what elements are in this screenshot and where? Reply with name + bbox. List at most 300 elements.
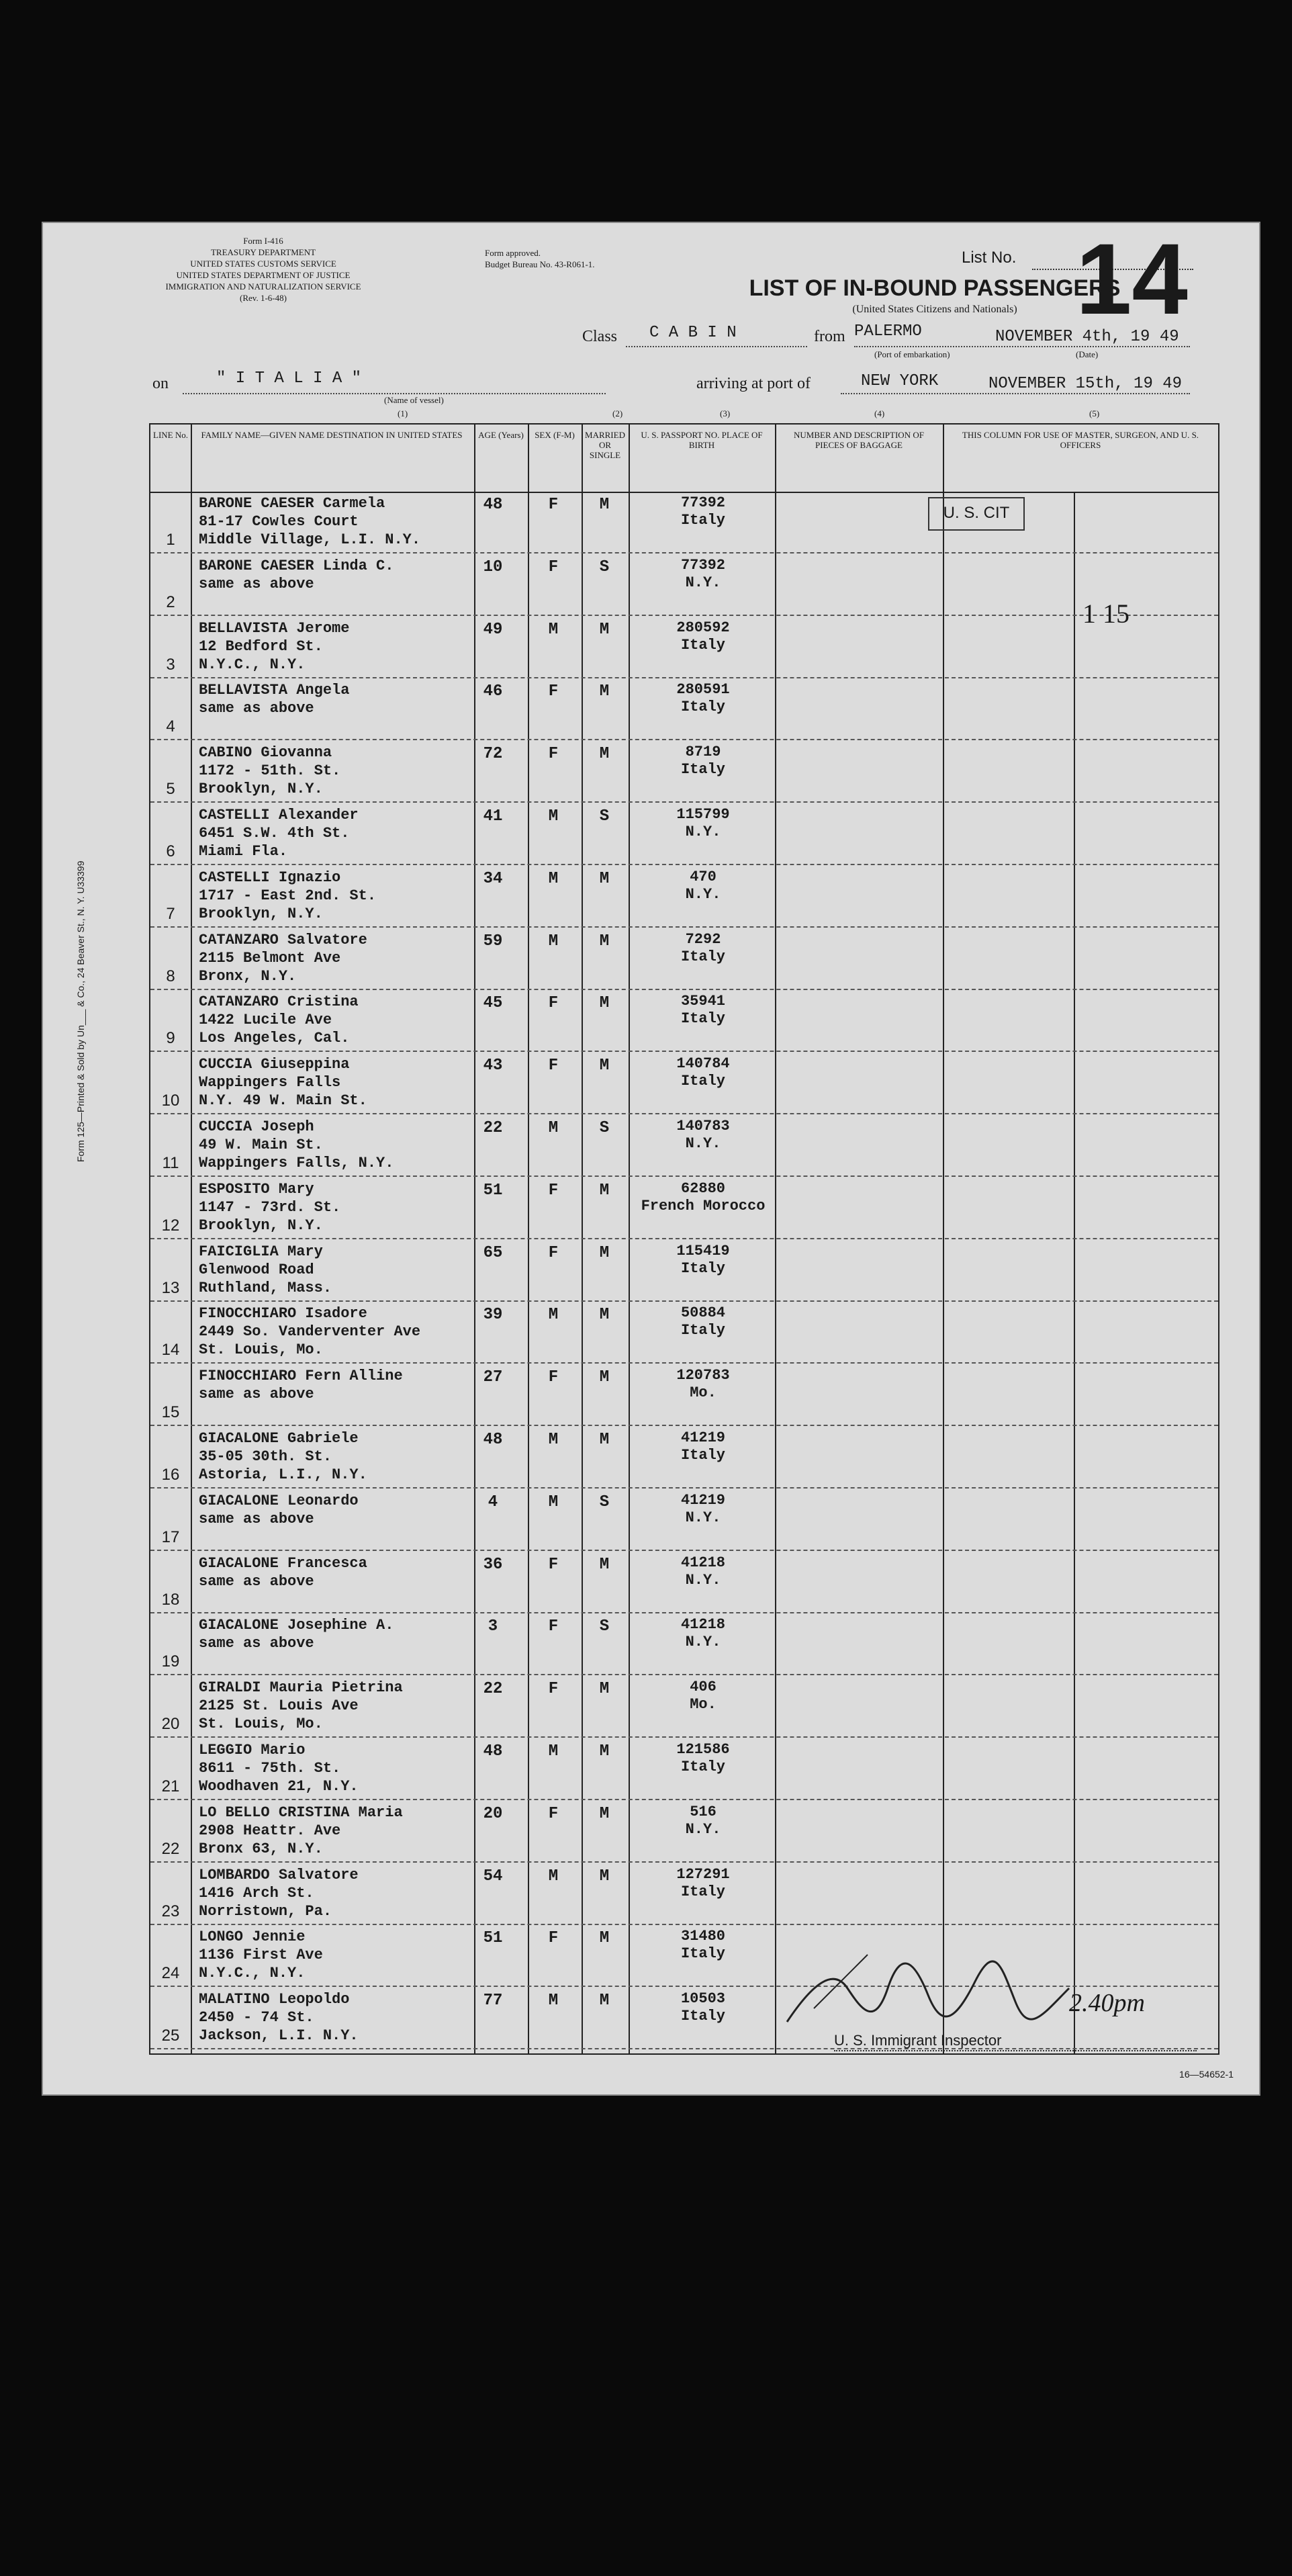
passport-number: 406 [690,1679,717,1696]
place-of-birth: Italy [680,512,725,529]
passenger-name: CASTELLI Ignazio [199,869,341,886]
marital-status: M [599,1992,610,2010]
justice-dept: UNITED STATES DEPARTMENT OF JUSTICE [176,270,351,280]
class-value: C A B I N [649,324,737,342]
vessel-caption: (Name of vessel) [384,395,444,405]
marital-status: M [599,1057,610,1075]
place-of-birth: N.Y. [685,824,721,840]
passenger-sex: F [548,1243,559,1262]
passport-number: 31480 [680,1928,725,1945]
address-line-1: Wappingers Falls [199,1074,341,1092]
line-number: 7 [166,904,175,923]
on-label: on [152,375,169,392]
page-title: LIST OF IN-BOUND PASSENGERS [749,275,1121,301]
passenger-sex: M [548,1867,559,1885]
passenger-age: 72 [483,745,503,764]
form-number: 16—54652-1 [1179,2069,1234,2080]
table-row [150,1613,1218,1675]
passenger-name: CUCCIA Joseph [199,1118,314,1135]
row-divider [150,552,1218,553]
passenger-name: CATANZARO Salvatore [199,931,367,948]
passenger-name: GIACALONE Josephine A. [199,1617,394,1634]
line-number: 17 [161,1527,180,1546]
place-of-birth: N.Y. [685,1509,721,1526]
row-divider [150,739,1218,740]
table-row [150,1738,1218,1800]
marital-status: M [599,682,610,701]
passport-number: 8719 [685,744,721,761]
passport-number: 62880 [680,1180,725,1197]
passport-birth [633,1304,774,1339]
marital-status: M [599,1368,610,1387]
table-row [150,678,1218,740]
passport-birth [633,619,774,654]
address-line-1: same as above [199,1635,314,1652]
passenger-age: 22 [483,1119,503,1137]
passport-number: 10503 [680,1990,725,2008]
marital-status: M [599,1929,610,1948]
passenger-age: 22 [483,1680,503,1699]
inspector-label: U. S. Immigrant Inspector [834,2032,1002,2049]
from-line [854,346,1190,347]
passenger-sex: M [548,1493,559,1511]
place-of-birth: N.Y. [685,574,721,591]
row-divider [150,1736,1218,1738]
col-header-official-use: THIS COLUMN FOR USE OF MASTER, SURGEON, AND U. S. OFFICERS [962,430,1199,450]
line-number: 12 [161,1216,180,1235]
page-subtitle: (United States Citizens and Nationals) [852,304,1017,315]
address-line-1: same as above [199,1510,314,1527]
passenger-sex: M [548,807,559,826]
passport-number: 127291 [676,1865,730,1883]
table-row [150,1178,1218,1239]
passenger-name-address [199,1741,467,1795]
line-number: 19 [161,1652,180,1671]
passenger-table [149,423,1219,2055]
passport-birth [633,1554,774,1589]
col-header-baggage: NUMBER AND DESCRIPTION OF PIECES OF BAGGAGE [794,430,924,450]
col-num-1: (1) [398,408,408,418]
passenger-sex: M [548,1431,559,1449]
passenger-name-address [199,1367,467,1403]
row-divider [150,801,1218,803]
address-line-2: N.Y.C., N.Y. [199,656,306,673]
passenger-sex: M [548,1992,559,2010]
passenger-age: 39 [483,1306,503,1325]
passport-birth [633,1429,774,1464]
place-of-birth: Italy [680,1759,725,1775]
place-of-birth: Italy [680,2008,725,2025]
address-line-2: Norristown, Pa. [199,1902,332,1920]
address-line-2: Brooklyn, N.Y. [199,905,323,922]
passenger-name: CASTELLI Alexander [199,807,359,824]
passenger-name-address [199,1616,467,1652]
marital-status: M [599,745,610,764]
form-approved: Form approved. [485,248,541,258]
row-divider [150,1300,1218,1302]
signature-time: 2.40pm [1069,1989,1145,2017]
row-divider [150,677,1218,678]
passenger-age: 27 [483,1368,503,1387]
marital-status: M [599,932,610,950]
table-row [150,741,1218,803]
address-line-2: Middle Village, L.I. N.Y. [199,531,421,548]
address-line-1: 12 Bedford St. [199,637,323,655]
table-row [150,1053,1218,1114]
passenger-sex: F [548,1057,559,1075]
place-of-birth: Italy [680,636,725,654]
passenger-name: GIRALDI Mauria Pietrina [199,1679,403,1697]
passport-number: 41219 [680,1491,725,1509]
passenger-sex: F [548,1617,559,1636]
passport-birth [633,1243,774,1278]
passenger-age: 65 [483,1243,503,1262]
passenger-list-sheet [42,222,1260,2096]
address-line-2: Astoria, L.I., N.Y. [199,1466,367,1483]
table-row [150,866,1218,928]
passport-number: 121586 [676,1741,730,1758]
date-caption: (Date) [1076,349,1099,359]
line-number: 4 [166,717,175,736]
passenger-age: 48 [483,1431,503,1449]
passenger-name: LO BELLO CRISTINA Maria [199,1804,403,1821]
passport-number: 470 [690,868,717,885]
passport-birth [633,1679,774,1714]
passenger-age: 10 [483,558,503,576]
marital-status: M [599,1680,610,1699]
passenger-name-address [199,619,467,674]
line-number: 1 [166,531,175,549]
passenger-name-address [199,1928,467,1982]
address-line-2: Brooklyn, N.Y. [199,781,323,798]
line-number: 9 [166,1029,175,1048]
line-number: 15 [161,1403,180,1422]
passport-birth [633,869,774,903]
address-line-2: Wappingers Falls, N.Y. [199,1155,394,1171]
customs-service: UNITED STATES CUSTOMS SERVICE [190,259,336,269]
row-divider [150,1051,1218,1052]
passenger-name: LOMBARDO Salvatore [199,1866,359,1883]
line-number: 10 [161,1092,180,1110]
passport-number: 516 [690,1803,717,1820]
passport-birth [633,1118,774,1153]
passport-birth [633,1990,774,2025]
passenger-name-address [199,1429,467,1484]
row-divider [150,1861,1218,1863]
table-row [150,1240,1218,1302]
passenger-name: BARONE CAESER Linda C. [199,557,394,574]
place-of-birth: Italy [680,761,725,779]
passenger-age: 59 [483,932,503,950]
passport-birth [633,744,774,779]
address-line-1: 1422 Lucile Ave [199,1012,332,1029]
embarkation-port: PALERMO [854,322,922,341]
address-line-1: same as above [199,700,314,717]
line-number: 3 [166,655,175,674]
row-divider [150,989,1218,990]
passenger-name: BARONE CAESER Carmela [199,495,385,512]
passenger-age: 41 [483,807,503,826]
address-line-1: 1172 - 51th. St. [199,762,341,780]
passport-birth [633,1741,774,1776]
table-row [150,1801,1218,1863]
passenger-sex: M [548,1119,559,1137]
from-label: from [814,328,845,345]
class-label: Class [582,328,618,345]
address-line-1: 2125 St. Louis Ave [199,1697,359,1715]
address-line-1: same as above [199,575,314,592]
address-line-2: Ruthland, Mass. [199,1279,332,1296]
passenger-age: 48 [483,1742,503,1761]
marital-status: M [599,1742,610,1761]
passenger-name: MALATINO Leopoldo [199,1991,350,2008]
marital-status: M [599,1555,610,1574]
passenger-name-address [199,681,467,717]
marital-status: S [599,1493,610,1511]
passport-number: 7292 [685,930,721,948]
passenger-sex: M [548,869,559,888]
passenger-name: CABINO Giovanna [199,744,332,762]
table-row [150,1427,1218,1489]
revision: (Rev. 1-6-48) [240,293,287,303]
passenger-name-address [199,1492,467,1528]
passenger-name: BELLAVISTA Angela [199,682,350,699]
place-of-birth: Italy [680,1073,725,1090]
marital-status: M [599,496,610,514]
agency-header [142,235,384,304]
passenger-name-address [199,1804,467,1858]
vessel-name: " I T A L I A " [216,369,362,388]
passenger-age: 51 [483,1181,503,1200]
line-number: 22 [161,1839,180,1858]
passenger-sex: M [548,1306,559,1325]
passport-number: 77392 [680,494,725,511]
row-divider [150,1113,1218,1114]
passport-number: 120783 [676,1367,730,1384]
place-of-birth: Italy [680,1883,725,1900]
marital-status: M [599,1431,610,1449]
table-row [150,1115,1218,1177]
col-header-married: MARRIED OR SINGLE [585,430,625,460]
passenger-name-address [199,1055,467,1110]
address-line-1: same as above [199,1386,314,1403]
place-of-birth: Italy [680,1447,725,1464]
passport-birth [633,1804,774,1838]
marital-status: S [599,558,610,576]
class-line [626,346,807,347]
passenger-sex: M [548,620,559,639]
passport-number: 41219 [680,1429,725,1446]
address-line-2: Bronx 63, N.Y. [199,1840,323,1857]
passport-birth [633,1055,774,1090]
marital-status: M [599,1181,610,1200]
marital-status: S [599,807,610,826]
row-divider [150,1799,1218,1800]
passenger-name: LEGGIO Mario [199,1742,306,1759]
row-divider [150,1612,1218,1613]
passport-number: 41218 [680,1616,725,1634]
passenger-name: FAICIGLIA Mary [199,1243,323,1260]
passenger-name: FINOCCHIARO Isadore [199,1305,367,1323]
table-row [150,1863,1218,1925]
budget-bureau-no: Budget Bureau No. 43-R061-1. [485,259,595,269]
passport-birth [633,993,774,1028]
passenger-age: 51 [483,1929,503,1948]
passenger-sex: F [548,558,559,576]
passport-birth [633,1866,774,1901]
passenger-sex: F [548,1555,559,1574]
handwritten-annotation: 1 15 [1082,598,1129,629]
address-line-1: 1717 - East 2nd. St. [199,887,377,904]
passenger-sex: F [548,682,559,701]
passenger-sex: F [548,745,559,764]
table-row [150,617,1218,678]
passenger-age: 43 [483,1057,503,1075]
passenger-name-address [199,1866,467,1920]
passenger-name-address [199,1554,467,1591]
line-number: 25 [161,2027,180,2045]
marital-status: M [599,620,610,639]
passport-birth [633,1616,774,1651]
passenger-age: 4 [488,1493,498,1511]
passenger-age: 34 [483,869,503,888]
col-header-age: AGE (Years) [478,430,524,440]
col-header-name: FAMILY NAME—GIVEN NAME DESTINATION IN UNITED STATES [201,430,463,440]
marital-status: M [599,1804,610,1823]
passenger-age: 36 [483,1555,503,1574]
address-line-1: 1416 Arch St. [199,1884,314,1902]
marital-status: M [599,1306,610,1325]
place-of-birth: N.Y. [685,1820,721,1838]
line-number: 14 [161,1341,180,1360]
line-number: 18 [161,1590,180,1609]
passenger-age: 48 [483,496,503,514]
place-of-birth: Italy [680,948,725,965]
place-of-birth: N.Y. [685,1634,721,1651]
passport-number: 280591 [676,681,730,699]
place-of-birth: Mo. [690,1384,717,1402]
passenger-sex: F [548,496,559,514]
line-number: 5 [166,780,175,799]
table-row [150,554,1218,616]
passenger-sex: M [548,1742,559,1761]
row-divider [150,1550,1218,1551]
address-line-1: 2449 So. Vanderventer Ave [199,1323,421,1341]
passport-birth [633,1492,774,1527]
inspector-line [834,2050,1197,2051]
place-of-birth: Italy [680,1945,725,1963]
place-of-birth: N.Y. [685,1571,721,1589]
marital-status: M [599,1867,610,1885]
table-header [150,425,1218,493]
address-line-1: 2115 Belmont Ave [199,949,341,967]
line-number: 24 [161,1964,180,1983]
table-row [150,803,1218,865]
passport-birth [633,1180,774,1215]
passenger-age: 49 [483,620,503,639]
passenger-name-address [199,1304,467,1359]
row-divider [150,1238,1218,1239]
line-number: 21 [161,1777,180,1795]
col-num-5: (5) [1089,408,1100,418]
passenger-age: 46 [483,682,503,701]
passenger-name: GIACALONE Gabriele [199,1430,359,1447]
inspector-signature [774,1941,1096,2035]
passenger-name-address [199,1118,467,1172]
passenger-sex: F [548,1181,559,1200]
row-divider [150,615,1218,616]
treasury-dept: TREASURY DEPARTMENT [210,247,316,257]
passport-number: 77392 [680,556,725,574]
us-citizen-stamp: U. S. CIT [928,497,1025,531]
passenger-sex: F [548,994,559,1013]
passport-number: 50884 [680,1304,725,1322]
table-row [150,1552,1218,1613]
passport-number: 140784 [676,1055,730,1073]
table-row [150,1489,1218,1551]
table-row [150,990,1218,1052]
passenger-sex: F [548,1680,559,1699]
col-num-2: (2) [612,408,623,418]
passenger-name: FINOCCHIARO Fern Alline [199,1368,403,1385]
passenger-age: 3 [488,1617,498,1636]
col-header-passport: U. S. PASSPORT NO. PLACE OF BIRTH [641,430,763,450]
port-embarkation-caption: (Port of embarkation) [874,349,950,359]
form-id: Form I-416 [243,236,283,246]
row-divider [150,864,1218,865]
passenger-name: ESPOSITO Mary [199,1180,314,1198]
passport-birth [633,494,774,529]
address-line-1: 1147 - 73rd. St. [199,1198,341,1216]
passenger-name-address [199,806,467,860]
passenger-name-address [199,931,467,985]
vessel-line [183,393,606,394]
passport-number: 41218 [680,1554,725,1571]
address-line-1: 81-17 Cowles Court [199,513,359,530]
place-of-birth: French Morocco [641,1197,766,1214]
place-of-birth: N.Y. [685,1135,721,1152]
col-num-3: (3) [720,408,731,418]
row-divider [150,1487,1218,1489]
arrival-port: NEW YORK [861,372,939,390]
passport-birth [633,1928,774,1963]
passenger-name: GIACALONE Francesca [199,1554,367,1572]
side-print-text: Form 125—Printed & Sold by Un___ & Co., 24 Beaver St., N. Y. U33399 [75,860,86,1162]
col-header-line: LINE No. [153,430,188,440]
passport-birth [633,931,774,966]
passport-birth [633,806,774,841]
col-header-sex: SEX (F-M) [535,430,575,440]
address-line-2: St. Louis, Mo. [199,1716,323,1733]
ins-service: IMMIGRATION AND NATURALIZATION SERVICE [165,281,361,292]
passport-number: 115419 [676,1242,730,1259]
marital-status: S [599,1617,610,1636]
address-line-2: N.Y. 49 W. Main St. [199,1092,367,1110]
row-divider [150,926,1218,928]
address-line-1: Glenwood Road [199,1261,314,1278]
address-line-2: Miami Fla. [199,843,288,860]
address-line-2: Los Angeles, Cal. [199,1030,350,1047]
address-line-1: 1136 First Ave [199,1947,323,1964]
passenger-sex: F [548,1929,559,1948]
table-row [150,492,1218,553]
line-number: 11 [162,1154,179,1172]
passport-number: 140783 [676,1118,730,1135]
arrival-date: NOVEMBER 15th, 19 49 [988,375,1183,393]
passenger-age: 54 [483,1867,503,1885]
address-line-2: Woodhaven 21, N.Y. [199,1778,359,1795]
marital-status: M [599,869,610,888]
